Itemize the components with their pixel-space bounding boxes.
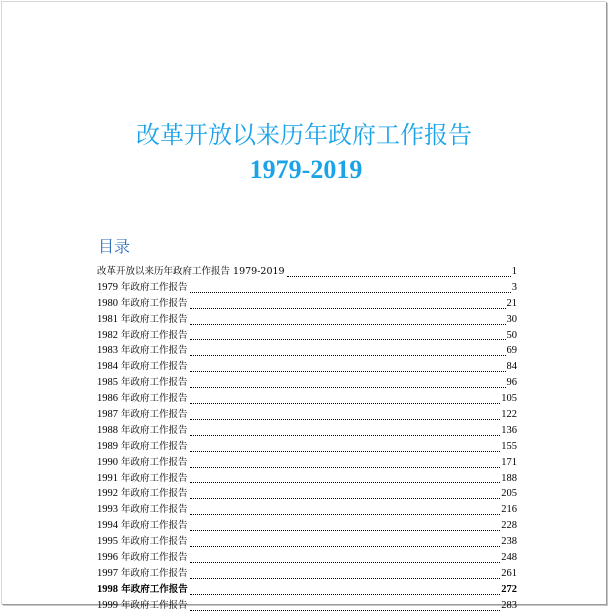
toc-entry-text: 年政府工作报告 bbox=[118, 504, 188, 516]
toc-entry-text: 年政府工作报告 bbox=[118, 393, 188, 405]
toc-entry-text: 年政府工作报告 bbox=[118, 281, 188, 293]
toc-entry-page-number: 283 bbox=[501, 599, 517, 611]
toc-entry-page-number: 171 bbox=[501, 456, 517, 468]
toc-entry-year: 1985 bbox=[97, 377, 118, 389]
toc-entry-label bbox=[97, 518, 188, 534]
toc-entry[interactable] bbox=[97, 423, 517, 439]
toc-dot-leader bbox=[190, 561, 501, 563]
toc-entry[interactable] bbox=[97, 471, 517, 487]
toc-entry-year: 1990 bbox=[97, 456, 118, 468]
toc-dot-leader bbox=[190, 323, 506, 325]
toc-entry-label bbox=[97, 343, 188, 359]
toc-entry-year: 1987 bbox=[97, 409, 118, 421]
toc-entry-page-number: 238 bbox=[501, 536, 517, 548]
toc-entry-page-number: 188 bbox=[501, 472, 517, 484]
toc-entry-text: 年政府工作报告 bbox=[118, 440, 188, 452]
toc-dot-leader bbox=[190, 481, 501, 483]
toc-entry-page-number: 216 bbox=[501, 504, 517, 516]
toc-entry-page-number: 136 bbox=[501, 424, 517, 436]
toc-entry-label bbox=[97, 328, 188, 344]
toc-entry-label bbox=[97, 296, 188, 312]
document-page bbox=[1, 1, 606, 611]
toc-entry[interactable] bbox=[97, 375, 517, 391]
toc-entry[interactable] bbox=[97, 518, 517, 534]
toc-entry[interactable] bbox=[97, 359, 517, 375]
toc-entry-page-number: 205 bbox=[501, 488, 517, 500]
table-of-contents bbox=[97, 264, 517, 614]
toc-entry-text: 年政府工作报告 bbox=[118, 377, 188, 389]
toc-entry-text: 年政府工作报告 bbox=[118, 329, 188, 341]
toc-entry-page-number: 105 bbox=[501, 393, 517, 405]
toc-dot-leader bbox=[190, 545, 501, 547]
toc-entry-page-number: 50 bbox=[506, 329, 517, 341]
toc-entry-page-number: 69 bbox=[506, 345, 517, 357]
toc-dot-leader bbox=[287, 275, 511, 277]
toc-entry[interactable] bbox=[97, 455, 517, 471]
toc-dot-leader bbox=[190, 291, 511, 293]
toc-entry-page-number: 155 bbox=[501, 440, 517, 452]
toc-entry-year: 1999 bbox=[97, 599, 118, 611]
toc-entry-year: 1998 bbox=[97, 583, 118, 595]
toc-entry-text: 年政府工作报告 bbox=[118, 424, 188, 436]
toc-entry-page-number: 96 bbox=[506, 377, 517, 389]
toc-entry-year: 1991 bbox=[97, 472, 118, 484]
toc-entry-label bbox=[97, 439, 188, 455]
toc-dot-leader bbox=[190, 609, 501, 611]
toc-entry-text: 年政府工作报告 bbox=[118, 345, 188, 357]
toc-entry-label bbox=[97, 375, 188, 391]
toc-entry[interactable] bbox=[97, 582, 517, 598]
toc-entry-page-number: 122 bbox=[501, 409, 517, 421]
toc-entry-text: 年政府工作报告 bbox=[118, 313, 188, 325]
toc-entry-text: 年政府工作报告 bbox=[118, 456, 188, 468]
toc-dot-leader bbox=[190, 529, 501, 531]
toc-entry[interactable] bbox=[97, 407, 517, 423]
toc-entry[interactable] bbox=[97, 391, 517, 407]
toc-entry[interactable] bbox=[97, 486, 517, 502]
toc-entry-year: 1983 bbox=[97, 345, 118, 357]
toc-entry-year: 1989 bbox=[97, 440, 118, 452]
toc-entry-label bbox=[97, 598, 188, 614]
toc-entry-label bbox=[97, 264, 285, 280]
toc-entry-year: 1995 bbox=[97, 536, 118, 548]
toc-dot-leader bbox=[190, 497, 501, 499]
toc-entry-text: 年政府工作报告 bbox=[118, 583, 188, 595]
toc-dot-leader bbox=[190, 370, 506, 372]
toc-entry-year: 1981 bbox=[97, 313, 118, 325]
toc-entry-label bbox=[97, 455, 188, 471]
toc-entry[interactable] bbox=[97, 502, 517, 518]
toc-entry[interactable] bbox=[97, 312, 517, 328]
toc-dot-leader bbox=[190, 307, 506, 309]
toc-entry-text: 年政府工作报告 bbox=[118, 488, 188, 500]
toc-dot-leader bbox=[190, 513, 501, 515]
toc-entry[interactable] bbox=[97, 280, 517, 296]
toc-entry-text: 年政府工作报告 bbox=[118, 552, 188, 564]
toc-dot-leader bbox=[190, 418, 501, 420]
toc-dot-leader bbox=[190, 354, 506, 356]
toc-entry[interactable] bbox=[97, 534, 517, 550]
toc-entry-text: 改革开放以来历年政府工作报告 1979-2019 bbox=[97, 266, 285, 277]
toc-entry[interactable] bbox=[97, 296, 517, 312]
toc-entry-label bbox=[97, 423, 188, 439]
toc-entry-page-number: 84 bbox=[506, 361, 517, 373]
toc-entry-label bbox=[97, 471, 188, 487]
toc-entry-text: 年政府工作报告 bbox=[118, 536, 188, 548]
toc-entry-page-number: 21 bbox=[506, 297, 517, 309]
toc-entry-label bbox=[97, 280, 188, 296]
toc-entry-page-number: 261 bbox=[501, 567, 517, 579]
toc-entry-text: 年政府工作报告 bbox=[118, 520, 188, 532]
toc-dot-leader bbox=[190, 338, 506, 340]
toc-entry[interactable] bbox=[97, 566, 517, 582]
toc-entry-label bbox=[97, 534, 188, 550]
toc-entry-label bbox=[97, 359, 188, 375]
toc-dot-leader bbox=[190, 402, 501, 404]
toc-entry-year: 1984 bbox=[97, 361, 118, 373]
toc-entry[interactable] bbox=[97, 328, 517, 344]
toc-entry-text: 年政府工作报告 bbox=[118, 599, 188, 611]
toc-entry-text: 年政府工作报告 bbox=[118, 297, 188, 309]
toc-dot-leader bbox=[190, 450, 501, 452]
toc-entry-year: 1994 bbox=[97, 520, 118, 532]
toc-entry-text: 年政府工作报告 bbox=[118, 361, 188, 373]
toc-entry-year: 1986 bbox=[97, 393, 118, 405]
toc-entry[interactable] bbox=[97, 343, 517, 359]
toc-entry-page-number: 228 bbox=[501, 520, 517, 532]
toc-entry-year: 1992 bbox=[97, 488, 118, 500]
document-subtitle: 1979-2019 bbox=[249, 155, 363, 184]
toc-entry-label bbox=[97, 582, 188, 598]
toc-entry-page-number: 1 bbox=[511, 266, 517, 277]
toc-entry-label bbox=[97, 502, 188, 518]
toc-entry-year: 1982 bbox=[97, 329, 118, 341]
toc-entry-label bbox=[97, 566, 188, 582]
toc-entry[interactable] bbox=[97, 439, 517, 455]
toc-entry-year: 1979 bbox=[97, 281, 118, 293]
toc-entry-label bbox=[97, 486, 188, 502]
toc-dot-leader bbox=[190, 466, 501, 468]
toc-entry[interactable] bbox=[97, 598, 517, 614]
toc-entry-page-number: 30 bbox=[506, 313, 517, 325]
toc-dot-leader bbox=[190, 434, 501, 436]
document-title: 改革开放以来历年政府工作报告 bbox=[136, 121, 472, 149]
toc-heading: 目录 bbox=[98, 237, 131, 256]
toc-entry[interactable] bbox=[97, 550, 517, 566]
toc-entry-text: 年政府工作报告 bbox=[118, 409, 188, 421]
toc-entry-page-number: 3 bbox=[511, 281, 517, 293]
toc-entry[interactable] bbox=[97, 264, 517, 280]
toc-entry-page-number: 248 bbox=[501, 552, 517, 564]
toc-entry-year: 1996 bbox=[97, 552, 118, 564]
toc-dot-leader bbox=[190, 577, 501, 579]
toc-entry-year: 1988 bbox=[97, 424, 118, 436]
toc-entry-year: 1980 bbox=[97, 297, 118, 309]
toc-dot-leader bbox=[190, 593, 500, 595]
toc-entry-label bbox=[97, 312, 188, 328]
toc-entry-year: 1997 bbox=[97, 567, 118, 579]
toc-entry-label bbox=[97, 550, 188, 566]
toc-entry-year: 1993 bbox=[97, 504, 118, 516]
toc-dot-leader bbox=[190, 386, 506, 388]
toc-entry-label bbox=[97, 391, 188, 407]
toc-entry-page-number: 272 bbox=[501, 583, 517, 595]
toc-entry-label bbox=[97, 407, 188, 423]
toc-entry-text: 年政府工作报告 bbox=[118, 472, 188, 484]
toc-entry-text: 年政府工作报告 bbox=[118, 567, 188, 579]
